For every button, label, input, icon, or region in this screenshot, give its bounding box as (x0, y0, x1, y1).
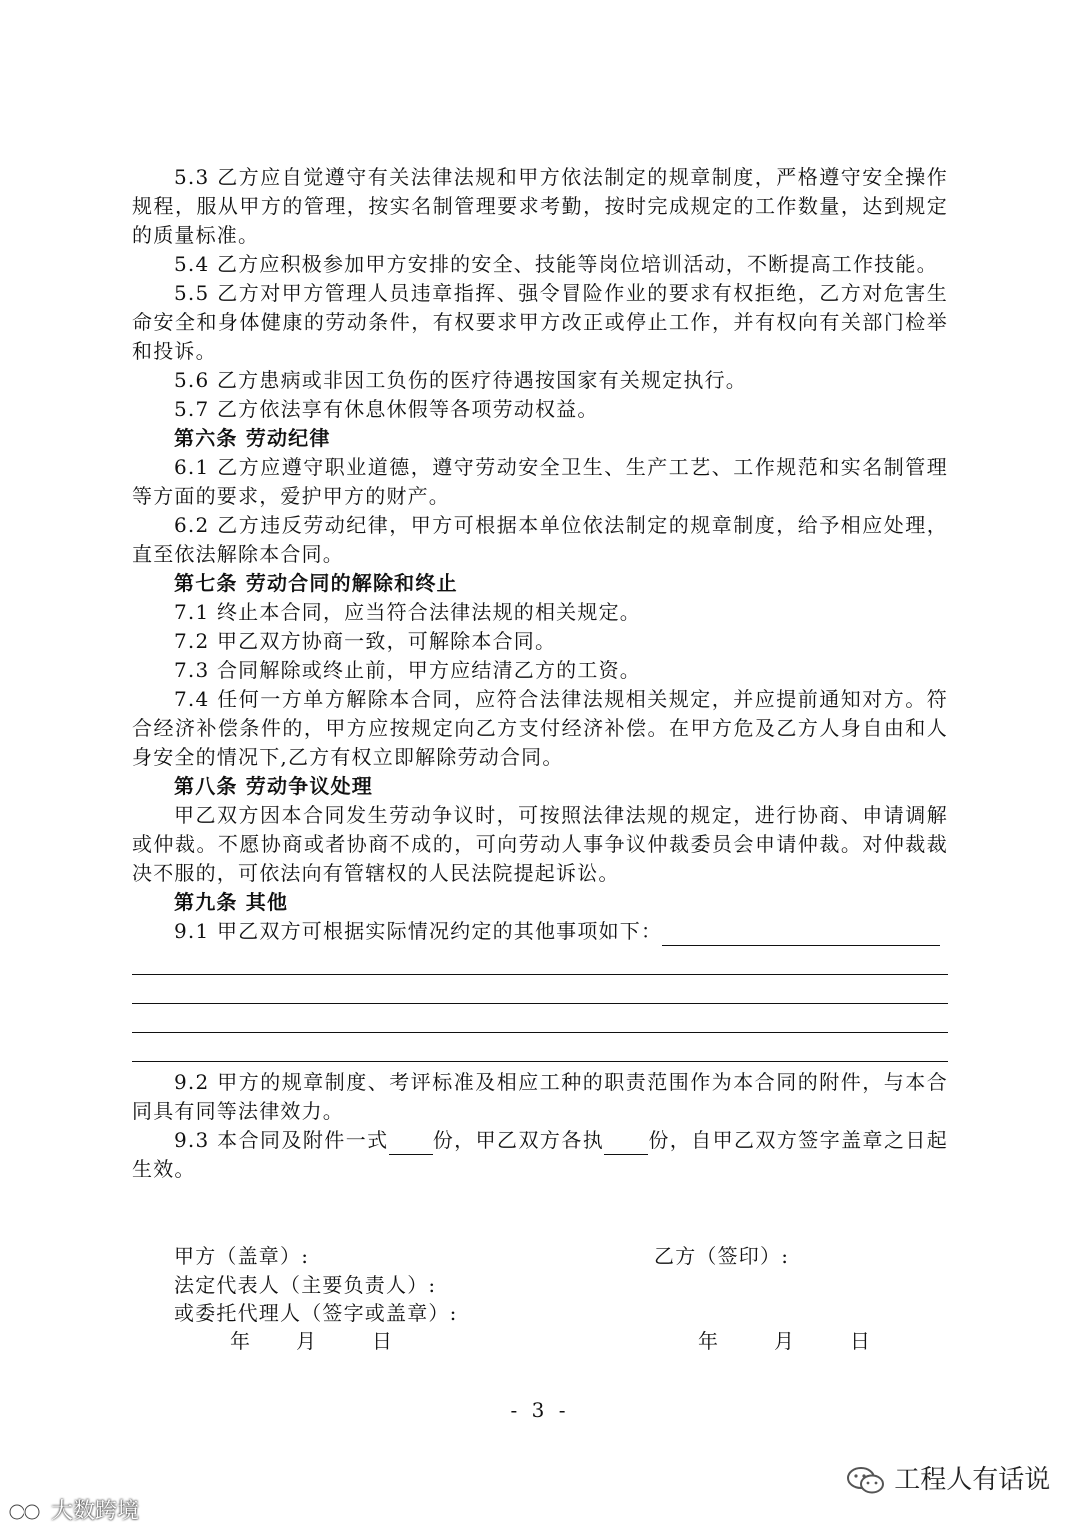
date-day-b: 日 (850, 1329, 872, 1353)
article-9-heading: 第九条 其他 (174, 890, 289, 914)
article-7-heading: 第七条 劳动合同的解除和终止 (174, 571, 458, 595)
clause-9-3 (132, 1126, 948, 1184)
date-day-a: 日 (372, 1329, 394, 1353)
contract-body (132, 163, 948, 1184)
watermark-left (8, 1494, 139, 1525)
watermark-right-text: 工程人有话说 (894, 1465, 1051, 1495)
watermark-left-text: 大数跨境 (51, 1499, 140, 1524)
legal-representative-label: 法定代表人（主要负责人）: (174, 1273, 437, 1297)
clause-9-3-part2: 份，甲乙双方各执 (432, 1128, 605, 1152)
party-a-label: 甲方（盖章）: (174, 1244, 310, 1268)
clause-5-3: 5.3 乙方应自觉遵守有关法律法规和甲方依法制定的规章制度，严格遵守安全操作规程，服从甲方的管理，按实名制管理要求考勤，按时完成规定的工作数量，达到规定的质量标准。 (132, 165, 948, 247)
date-month-a: 月 (296, 1329, 318, 1353)
clause-7-2: 7.2 甲乙双方协商一致，可解除本合同。 (174, 629, 557, 653)
blank-line (662, 923, 940, 946)
article-8-heading: 第八条 劳动争议处理 (174, 774, 373, 798)
clause-5-6: 5.6 乙方患病或非因工负伤的医疗待遇按国家有关规定执行。 (174, 368, 747, 392)
party-b-label: 乙方（签印）: (654, 1244, 790, 1268)
blank-line (132, 1033, 948, 1062)
page-number: - 3 - (510, 1398, 570, 1422)
copies-blank (389, 1132, 433, 1155)
wechat-icon (846, 1465, 886, 1497)
clause-9-3-part3: 份，自甲乙双方签字盖章之日起生效。 (132, 1128, 948, 1181)
clause-6-1: 6.1 乙方应遵守职业道德，遵守劳动安全卫生、生产工艺、工作规范和实名制管理等方面的要求，爱护甲方的财产。 (132, 455, 948, 508)
authorized-agent-label: 或委托代理人（签字或盖章）: (174, 1301, 458, 1325)
clause-7-4: 7.4 任何一方单方解除本合同，应符合法律法规相关规定，并应提前通知对方。符合经济补偿条件的，甲方应按规定向乙方支付经济补偿。在甲方危及乙方人身自由和人身安全的情况下,乙方有权立即解除劳动合同。 (132, 687, 948, 769)
clause-5-5: 5.5 乙方对甲方管理人员违章指挥、强令冒险作业的要求有权拒绝，乙方对危害生命安全和身体健康的劳动条件，有权要求甲方改正或停止工作，并有权向有关部门检举和投诉。 (132, 281, 948, 363)
clause-7-3: 7.3 合同解除或终止前，甲方应结清乙方的工资。 (174, 658, 641, 682)
blank-line (132, 975, 948, 1004)
date-year-a: 年 (230, 1329, 252, 1353)
article-6-heading: 第六条 劳动纪律 (174, 426, 331, 450)
clause-7-1: 7.1 终止本合同，应当符合法律法规的相关规定。 (174, 600, 641, 624)
clause-9-1 (132, 917, 948, 946)
brand-logo-icon (8, 1501, 44, 1523)
clause-9-2: 9.2 甲方的规章制度、考评标准及相应工种的职责范围作为本合同的附件，与本合同具有同等法律效力。 (132, 1070, 948, 1123)
copies-each-blank (604, 1132, 648, 1155)
date-year-b: 年 (698, 1329, 720, 1353)
clause-5-7: 5.7 乙方依法享有休息休假等各项劳动权益。 (174, 397, 599, 421)
clause-6-2: 6.2 乙方违反劳动纪律，甲方可根据本单位依法制定的规章制度，给予相应处理，直至依法解除本合同。 (132, 513, 948, 566)
clause-9-3-part1: 9.3 本合同及附件一式 (174, 1128, 389, 1152)
clause-5-4: 5.4 乙方应积极参加甲方安排的安全、技能等岗位培训活动，不断提高工作技能。 (174, 252, 938, 276)
date-month-b: 月 (774, 1329, 796, 1353)
clause-9-1-text: 9.1 甲乙双方可根据实际情况约定的其他事项如下： (174, 919, 663, 943)
blank-line (132, 946, 948, 975)
blank-line (132, 1004, 948, 1033)
watermark-right (846, 1459, 1050, 1497)
clause-8: 甲乙双方因本合同发生劳动争议时，可按照法律法规的规定，进行协商、申请调解或仲裁。不愿协商或者协商不成的，可向劳动人事争议仲裁委员会申请仲裁。对仲裁裁决不服的，可依法向有管辖权的人民法院提起诉讼。 (132, 803, 948, 885)
